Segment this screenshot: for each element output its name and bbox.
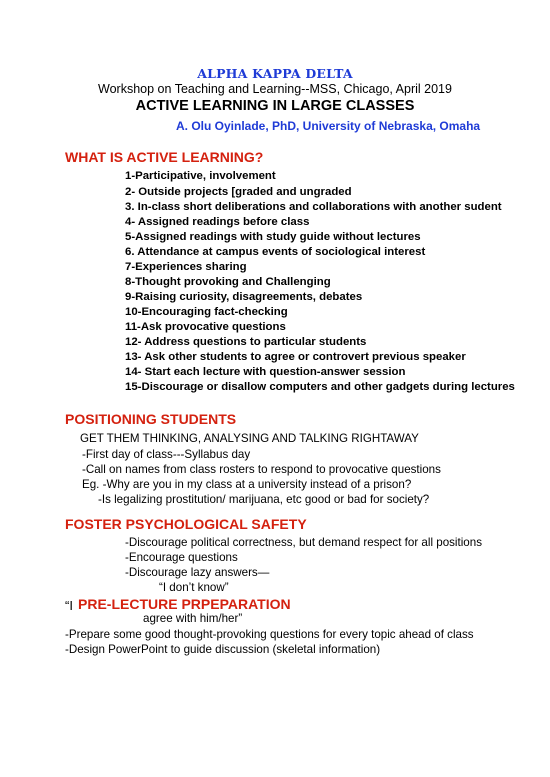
list-item: 15-Discourage or disallow computers and other gadgets during lectures: [125, 381, 515, 393]
workshop-line: Workshop on Teaching and Learning--MSS, Chicago, April 2019: [98, 82, 452, 96]
text-line: Eg. -Why are you in my class at a university instead of a prison?: [82, 478, 412, 491]
quote-fragment: “I: [65, 598, 73, 613]
document-title: ACTIVE LEARNING IN LARGE CLASSES: [135, 98, 415, 114]
text-line: “I don’t know”: [159, 581, 229, 594]
text-line: -Prepare some good thought-provoking questions for every topic ahead of class: [65, 628, 474, 641]
list-item: 7-Experiences sharing: [125, 261, 247, 273]
text-line: GET THEM THINKING, ANALYSING AND TALKING RIGHTAWAY: [80, 432, 419, 445]
section-heading-pre-lecture: PRE-LECTURE PRPEPARATION: [78, 596, 291, 612]
list-item: 8-Thought provoking and Challenging: [125, 276, 331, 288]
list-item: 11-Ask provocative questions: [125, 321, 286, 333]
list-item: 12- Address questions to particular students: [125, 336, 367, 348]
section-heading-active-learning: WHAT IS ACTIVE LEARNING?: [65, 149, 264, 165]
list-item: 1-Participative, involvement: [125, 170, 276, 182]
author-line: A. Olu Oyinlade, PhD, University of Nebraska, Omaha: [176, 119, 481, 133]
list-item: 2- Outside projects [graded and ungraded: [125, 186, 352, 198]
text-line: -First day of class---Syllabus day: [82, 448, 251, 461]
section-heading-psychological-safety: FOSTER PSYCHOLOGICAL SAFETY: [65, 516, 307, 532]
text-line: -Discourage lazy answers—: [125, 566, 270, 579]
text-line: -Is legalizing prostitution/ marijuana, etc good or bad for society?: [98, 493, 430, 506]
section-heading-positioning-students: POSITIONING STUDENTS: [65, 411, 237, 427]
text-line: -Encourage questions: [125, 551, 238, 564]
list-item: 5-Assigned readings with study guide without lectures: [125, 231, 421, 243]
list-item: 6. Attendance at campus events of sociological interest: [125, 246, 426, 258]
list-item: 13- Ask other students to agree or controvert previous speaker: [125, 351, 466, 363]
list-item: 4- Assigned readings before class: [125, 216, 310, 228]
text-line: -Design PowerPoint to guide discussion (skeletal information): [65, 643, 381, 656]
text-line: agree with him/her”: [143, 612, 243, 625]
text-line: -Discourage political correctness, but demand respect for all positions: [125, 536, 483, 549]
list-item: 3. In-class short deliberations and collaborations with another sudent: [125, 201, 502, 213]
list-item: 10-Encouraging fact-checking: [125, 306, 288, 318]
organization-name: ALPHA KAPPA DELTA: [197, 66, 353, 81]
list-item: 14- Start each lecture with question-answer session: [125, 366, 406, 378]
list-item: 9-Raising curiosity, disagreements, debates: [125, 291, 363, 303]
text-line: -Call on names from class rosters to respond to provocative questions: [82, 463, 441, 476]
